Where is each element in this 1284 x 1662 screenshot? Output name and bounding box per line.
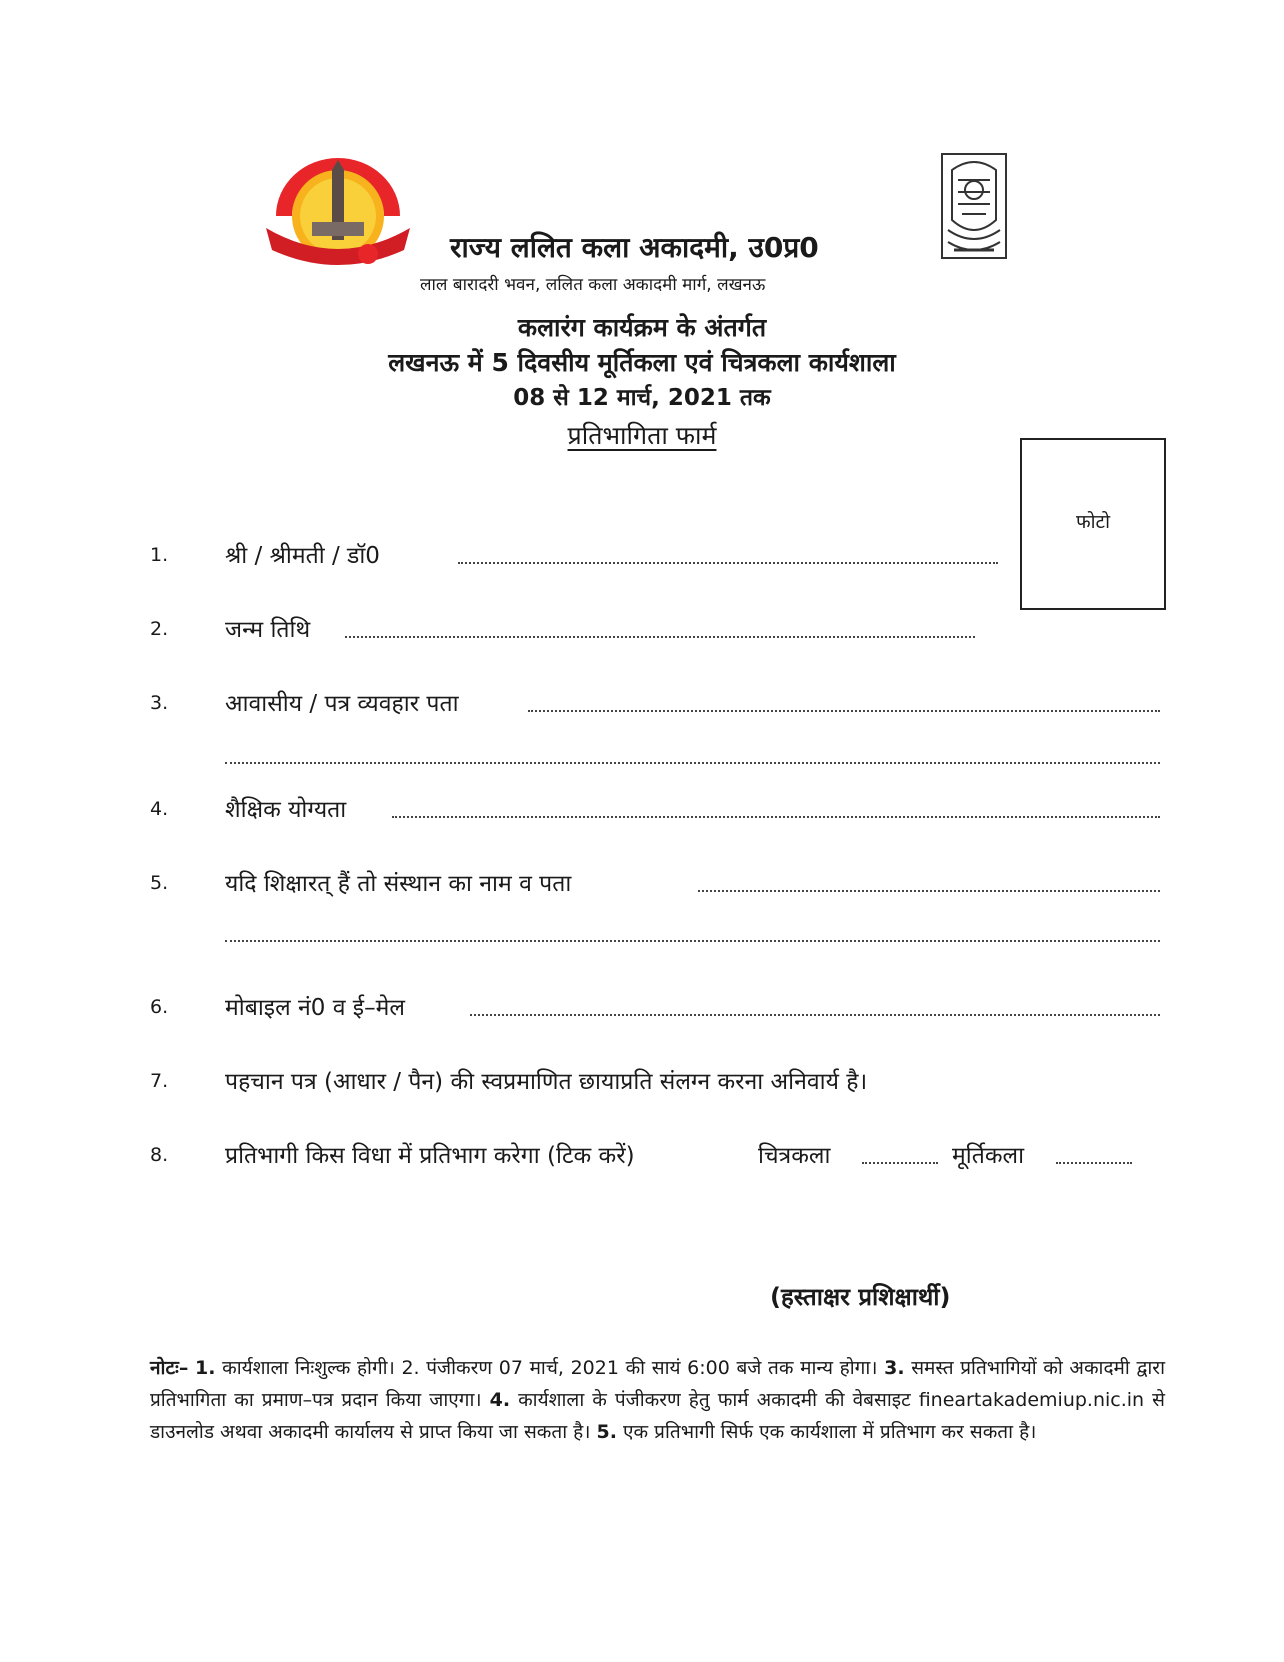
workshop-dates: 08 से 12 मार्च, 2021 तक [513,385,771,411]
qualification-line[interactable] [392,816,1160,818]
id-proof-note: पहचान पत्र (आधार / पैन) की स्वप्रमाणित छायाप्रति संलग्न करना अनिवार्य है। [225,1069,868,1095]
note-number: 2. [401,1357,420,1379]
institution-label: यदि शिक्षारत् हैं तो संस्थान का नाम व पता [225,871,572,897]
institution-line-2[interactable] [225,940,1160,942]
website-link[interactable]: fineartakademiup.nic.in [918,1389,1145,1411]
note-item: समस्त प्रतिभागियों को अकादमी द्वारा प्रतिभागिता का प्रमाण–पत्र प्रदान किया जाएगा। [150,1357,1165,1411]
field-number: 7. [150,1070,169,1092]
dob-label: जन्म तिथि [225,617,311,643]
note-number: 5. [596,1421,617,1443]
state-emblem [938,150,1010,262]
discipline-label: प्रतिभागी किस विधा में प्रतिभाग करेगा (टिक करें) [225,1143,635,1169]
field-number: 3. [150,692,169,714]
mobile-email-line[interactable] [470,1014,1160,1016]
note-number: 1. [195,1357,216,1379]
field-number: 8. [150,1144,169,1166]
field-number: 5. [150,872,169,894]
workshop-title: लखनऊ में 5 दिवसीय मूर्तिकला एवं चित्रकला कार्यशाला [388,348,896,377]
note-item: एक प्रतिभागी सिर्फ एक कार्यशाला में प्रतिभाग कर सकता है। [623,1421,1037,1443]
note-item: कार्यशाला के पंजीकरण हेतु फार्म अकादमी की वेबसाइट [518,1389,911,1411]
address-label: आवासीय / पत्र व्यवहार पता [225,691,459,717]
field-number: 4. [150,798,169,820]
org-name: राज्य ललित कला अकादमी, उ0प्र0 [450,231,819,264]
note-paragraph [150,1352,1165,1448]
institution-line[interactable] [698,890,1160,892]
akademi-logo [262,158,414,268]
note-item: कार्यशाला निःशुल्क होगी। [222,1357,395,1379]
dob-line[interactable] [345,636,975,638]
address-line[interactable] [528,710,1160,712]
note-item: से डाउनलोड अथवा अकादमी कार्यालय से प्राप्त किया जा सकता है। [150,1389,1165,1443]
field-number: 6. [150,996,169,1018]
note-item: पंजीकरण 07 मार्च, 2021 की सायं 6:00 बजे तक मान्य होगा। [426,1357,878,1379]
photo-box [1020,438,1166,610]
sculpture-tick-line[interactable] [1056,1162,1132,1164]
mobile-email-label: मोबाइल नं0 व ई–मेल [225,995,405,1021]
painting-option-label: चित्रकला [758,1143,831,1169]
form-title: प्रतिभागिता फार्म [567,421,717,450]
photo-label: फोटो [1075,511,1111,533]
name-label: श्री / श्रीमती / डॉ0 [225,543,380,569]
note-prefix: नोटः– [150,1357,189,1379]
name-line[interactable] [458,562,998,564]
signature-label: (हस्ताक्षर प्रशिक्षार्थी) [770,1283,951,1311]
note-number: 4. [489,1389,511,1411]
field-number: 1. [150,544,169,566]
qualification-label: शैक्षिक योग्यता [225,797,347,823]
note-number: 3. [884,1357,905,1379]
org-address: लाल बारादरी भवन, ललित कला अकादमी मार्ग, लखनऊ [420,275,766,295]
field-number: 2. [150,618,169,640]
address-line-2[interactable] [225,762,1160,764]
program-title: कलारंग कार्यक्रम के अंतर्गत [517,313,767,342]
sculpture-option-label: मूर्तिकला [952,1143,1025,1169]
painting-tick-line[interactable] [862,1162,938,1164]
